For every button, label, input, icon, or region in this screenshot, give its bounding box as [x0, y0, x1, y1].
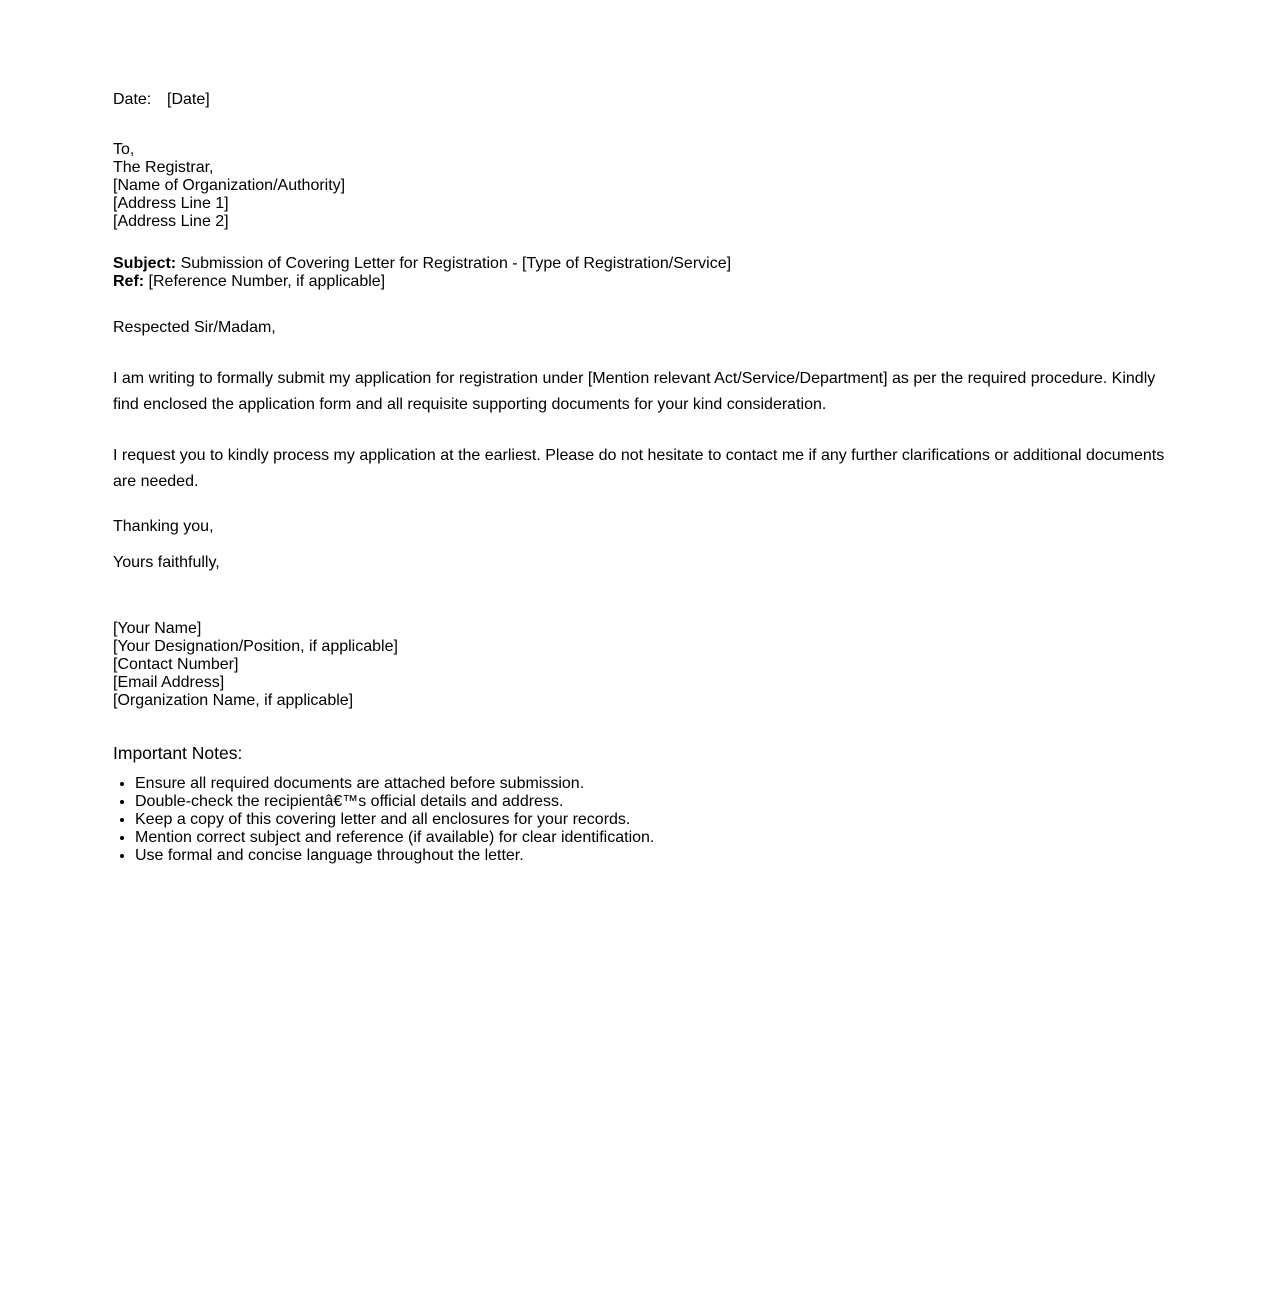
list-item: • Use formal and concise language throughout the letter. [135, 847, 654, 865]
body-paragraph: I am writing to formally submit my application for registration under [Mention relevant Act/Service/Department] as per the required procedure. Kindly find enclosed the application form and all requisite supporting documents for your kind consideration. [113, 370, 1156, 413]
date-line [113, 91, 210, 109]
body-paragraph: I request you to kindly process my application at the earliest. Please do not hesitate to contact me if any further clarifications or additional documents are needed. [113, 447, 1165, 490]
date-label: Date: [113, 91, 152, 108]
signature-block [113, 620, 398, 710]
list-item: • Mention correct subject and reference (if available) for clear identification. [135, 829, 654, 847]
subject-label: Subject: [113, 255, 177, 272]
list-item: • Double-check the recipientâ€™s official details and address. [135, 793, 654, 811]
notes-list [113, 775, 654, 865]
thanks-line: Thanking you, [113, 518, 214, 535]
signature-line: [Contact Number] [113, 656, 239, 673]
recipient-line: [Address Line 2] [113, 213, 229, 230]
notes-heading: Important Notes: [113, 743, 243, 763]
signature-line: [Your Name] [113, 620, 202, 637]
subject-line [113, 255, 731, 273]
signature-line: [Organization Name, if applicable] [113, 692, 354, 709]
closing-line: Yours faithfully, [113, 554, 220, 571]
recipient-line: To, [113, 141, 135, 158]
ref-text: [Reference Number, if applicable] [144, 273, 386, 290]
recipient-line: [Name of Organization/Authority] [113, 177, 346, 194]
recipient-line: The Registrar, [113, 159, 214, 176]
date-value: [Date] [167, 91, 210, 108]
signature-line: [Email Address] [113, 674, 225, 691]
recipient-line: [Address Line 1] [113, 195, 229, 212]
subject-text: Submission of Covering Letter for Registration - [Type of Registration/Service] [176, 255, 732, 272]
list-item: • Keep a copy of this covering letter and all enclosures for your records. [135, 811, 654, 829]
recipient-address [113, 141, 345, 231]
subject-block [113, 255, 731, 291]
ref-label: Ref: [113, 273, 145, 290]
ref-line [113, 273, 731, 291]
list-item: • Ensure all required documents are attached before submission. [135, 775, 654, 793]
signature-line: [Your Designation/Position, if applicable] [113, 638, 398, 655]
salutation: Respected Sir/Madam, [113, 319, 276, 336]
